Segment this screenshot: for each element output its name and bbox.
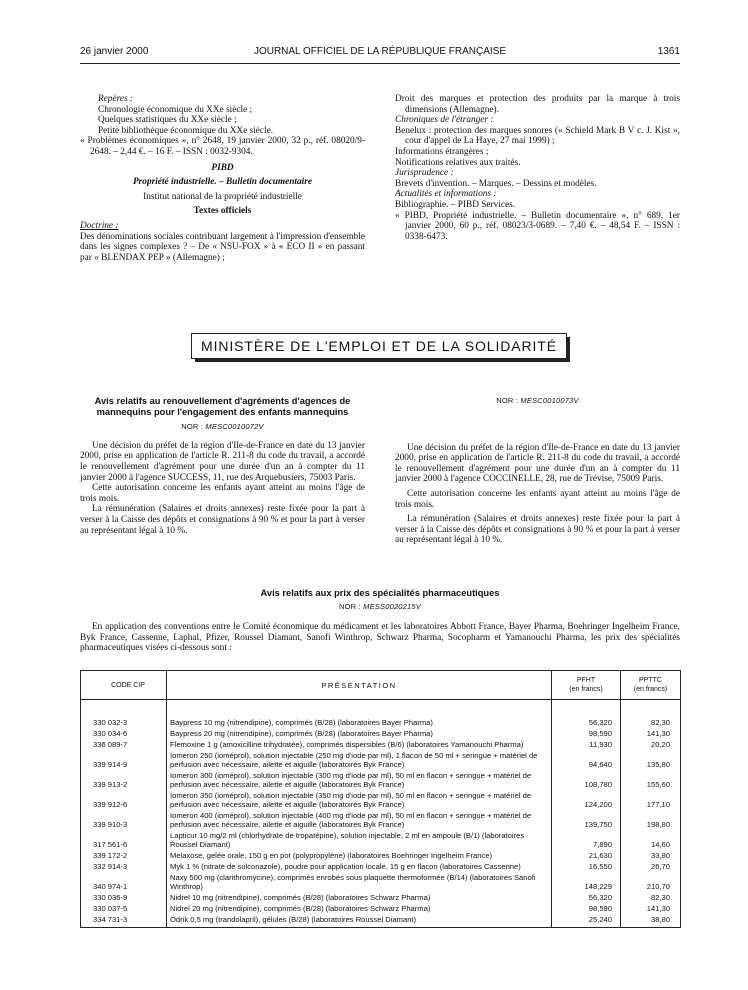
jurisprudence-text: Brevets d'invention. – Marques. – Dessins et modèles.	[395, 178, 597, 189]
pfht-cell: 148,229	[552, 872, 621, 892]
table-row	[81, 861, 681, 872]
avis-mannequins-title: Avis relatifs au renouvellement d'agréments d'agences de mannequins pour l'engagement des enfants mannequins	[94, 396, 351, 417]
institut-name: Institut national de la propriété industrielle	[143, 191, 302, 202]
cip-cell: 340 974-1	[93, 882, 128, 891]
presentation-cell: Baypress 10 mg (nitrendipine), comprimés (B/28) (laboratoires Bayer Pharma)	[167, 700, 552, 729]
header-pfht-unit: (en francs)	[569, 686, 603, 693]
cip-cell: 339 172-2	[93, 851, 128, 860]
ppttc-cell: 82,30	[650, 893, 670, 902]
table-row	[81, 892, 681, 903]
avis-prix-intro: En application des conventions entre le Comité économique du médicament et les laboratoires Abbott France, Bayer Pharma, Boehringer Ingelheim France, Byk France, Cassenne, Laphal, Pfizer, Roussel Diamant, Sanofi Winthrop, Schwarz Pharma, Socopharm et Yamanouchi Pharma, les prix des spécialités pharmaceutiques visées ci-dessous sont :	[80, 622, 680, 654]
reference-problemes-economiques: « Problèmes économiques », n° 2648, 19 janvier 2000, 32 p., réf. 08020/9-2648. – 2,44 €. – 16 F. – ISSN : 0032-9304.	[80, 136, 365, 157]
table-row	[81, 830, 681, 850]
actualites-label: Actualités et informations :	[395, 189, 497, 200]
cip-cell: 330 037-5	[93, 904, 128, 913]
table-row	[81, 914, 681, 928]
pfht-cell: 94,640	[552, 750, 621, 770]
table-header-row	[81, 671, 681, 700]
actualites-text: Bibliographie. – PIBD Services.	[395, 199, 516, 210]
right-top-column	[395, 94, 680, 242]
cip-cell: 339 914-9	[93, 760, 128, 769]
header-presentation: PRÉSENTATION	[167, 671, 552, 700]
presentation-cell: Lapticur 10 mg/2 ml (chlorhydrate de tropatépine), solution injectable, 2 ml en ampoule (B/1) (laboratoires Roussel Diamant)	[167, 830, 552, 850]
ppttc-cell: 155,60	[646, 780, 670, 789]
ppttc-cell: 141,30	[646, 729, 670, 738]
cip-cell: 336 089-7	[93, 740, 128, 749]
avis1-paragraph: Cette autorisation concerne les enfants ayant atteint au moins l'âge de trois mois.	[80, 483, 365, 504]
ppttc-cell: 33,80	[650, 851, 670, 860]
avis2-paragraph: Cette autorisation concerne les enfants ayant atteint au moins l'âge de trois mois.	[395, 488, 680, 510]
header-ppttc-label: PPTTC	[639, 677, 662, 684]
header-page-number: 1361	[657, 46, 680, 57]
header-cip: CODE CIP	[81, 671, 167, 700]
presentation-cell: Flemoxine 1 g (amoxicilline trihydratée), comprimés dispersibles (B/6) (laboratoires Yamanouchi Pharma)	[167, 739, 552, 750]
droit-des-marques: Droit des marques et protection des produits par la marque à trois dimensions (Allemagne).	[395, 94, 680, 115]
avis1-paragraph: La rémunération (Salaires et droits annexes) reste fixée pour la part à verser à la Caisse des dépôts et consignations à 90 % et pour la part à verser au représentant légal à 10 %.	[80, 504, 365, 536]
pfht-cell: 124,200	[552, 790, 621, 810]
cip-cell: 339 910-3	[93, 820, 128, 829]
table-row	[81, 728, 681, 739]
presentation-cell: Nidrel 10 mg (nitrendipine), comprimés (B/28) (laboratoires Schwarz Pharma)	[167, 892, 552, 903]
ppttc-cell: 141,30	[646, 904, 670, 913]
table-row	[81, 790, 681, 810]
presentation-cell: Iomeron 250 (ioméprol), solution injectable (250 mg d'iode par ml), 1 flacon de 50 ml + seringue + matériel de perfusion avec nécessaire, ailette et aiguille (laboratoires Byk France)	[167, 750, 552, 770]
table-row	[81, 850, 681, 861]
presentation-cell: Iomeron 300 (ioméprol), solution injectable (300 mg d'iode par ml), 50 ml en flacon + seringue + matériel de perfusion avec nécessaire, ailette et aiguille (laboratoires Byk France)	[167, 770, 552, 790]
reperes-item: Quelques statistiques du XXe siècle ;	[98, 115, 237, 126]
avis-mannequins-left	[80, 396, 365, 536]
avis2-paragraph: La rémunération (Salaires et droits annexes) reste fixée pour la part à verser à la Caisse des dépôts et consignations à 90 % et pour la part à verser au représentant légal à 10 %.	[395, 514, 680, 546]
table-row	[81, 700, 681, 729]
ministere-banner: MINISTÈRE DE L'EMPLOI ET DE LA SOLIDARITÉ	[191, 333, 567, 359]
header-ppttc	[621, 671, 681, 700]
nor-line	[80, 602, 680, 613]
pfht-cell: 139,750	[552, 810, 621, 830]
chroniques-label: Chroniques de l'étranger :	[395, 115, 494, 126]
doctrine-text: Des dénominations sociales contribuant largement à l'impression d'ensemble dans les signes complexes ? – De « NSU-FOX » à « ECO II » en passant par « BLENDAX PEP » (Allemagne) ;	[80, 231, 365, 263]
nor-line	[80, 422, 365, 433]
nor-label: NOR :	[181, 422, 204, 432]
reperes-item: Chronologie économique du XXe siècle ;	[98, 104, 253, 115]
table-row	[81, 872, 681, 892]
pibd-title: Propriété industrielle. – Bulletin documentaire	[133, 177, 312, 188]
ppttc-cell: 26,70	[650, 862, 670, 871]
avis2-paragraph: Une décision du préfet de la région d'Ile-de-France en date du 13 janvier 2000, prise en application de l'article R. 211-8 du code du travail, a accordé le renouvellement d'agrément pour une durée d'un an à compter du 11 janvier 2000 à l'agence COCCINELLE, 28, rue de Trévise, 75009 Paris.	[395, 442, 680, 485]
jurisprudence-label: Jurisprudence :	[395, 168, 454, 179]
presentation-cell: Melaxose, gelée orale, 150 g en pot (polypropylène) (laboratoires Boehringer Ingelheim France)	[167, 850, 552, 861]
ppttc-cell: 38,80	[650, 915, 670, 924]
cip-cell: 317 561-6	[93, 840, 128, 849]
presentation-cell: Baypress 20 mg (nitrendipine), comprimés (B/28) (laboratoires Bayer Pharma)	[167, 728, 552, 739]
ppttc-cell: 198,80	[646, 820, 670, 829]
nor-label: NOR :	[339, 601, 361, 611]
header-pfht	[552, 671, 621, 700]
ppttc-cell: 82,30	[650, 718, 670, 727]
left-top-column	[80, 94, 365, 263]
pfht-cell: 56,320	[552, 892, 621, 903]
ppttc-cell: 135,80	[646, 760, 670, 769]
presentation-cell: Iomeron 350 (ioméprol), solution injectable (350 mg d'iode par ml), 50 ml en flacon + seringue + matériel de perfusion avec nécessaire, ailette et aiguille (laboratoires Byk France)	[167, 790, 552, 810]
table-row	[81, 770, 681, 790]
reperes-label: Repères :	[98, 94, 134, 104]
reperes-item: Petite bibliothèque économique du XXe siècle.	[98, 125, 274, 136]
avis-prix-title: Avis relatifs aux prix des spécialités pharmaceutiques	[260, 588, 500, 598]
nor-label: NOR :	[496, 396, 519, 405]
cip-cell: 339 913-2	[93, 780, 128, 789]
pfht-cell: 21,630	[552, 850, 621, 861]
header-ppttc-unit: (en francs)	[633, 686, 668, 693]
ppttc-cell: 210,70	[646, 882, 670, 891]
pfht-cell: 56,320	[552, 700, 621, 729]
avis1-paragraph: Une décision du préfet de la région d'Ile-de-France en date du 13 janvier 2000, prise en application de l'article R. 211-8 du code du travail, a accordé le renouvellement d'agrément pour une durée d'un an à compter du 11 janvier 2000 à l'agence SUCCESS, 11, rue des Arquebusiers, 75003 Paris.	[80, 440, 365, 483]
pfht-cell: 7,890	[552, 830, 621, 850]
nor-line	[395, 396, 680, 407]
header-pfht-label: PFHT	[576, 677, 596, 684]
pfht-cell: 98,590	[552, 903, 621, 914]
informations-etrangeres: Informations étrangères ;	[395, 146, 489, 157]
pfht-cell: 11,930	[552, 739, 621, 750]
avis-prix-section	[80, 588, 680, 654]
table-row	[81, 750, 681, 770]
ppttc-cell: 20,20	[650, 740, 670, 749]
pfht-cell: 16,550	[552, 861, 621, 872]
presentation-cell: Nidrel 20 mg (nitrendipine), comprimés (B/28) (laboratoires Schwarz Pharma)	[167, 903, 552, 914]
table-body	[81, 700, 681, 928]
cip-cell: 332 914-3	[93, 862, 128, 871]
cip-cell: 330 034-6	[93, 729, 128, 738]
avis-mannequins-right	[395, 396, 680, 546]
presentation-cell: Naxy 500 mg (clarithromycine), comprimés enrobés sous plaquette thermoformée (B/14) (laboratoires Sanofi Winthrop)	[167, 872, 552, 892]
pfht-cell: 98,590	[552, 728, 621, 739]
nor-code: MESS0020215V	[363, 601, 421, 611]
presentation-cell: Odrik 0,5 mg (trandolapril), gélules (B/28) (laboratoires Roussel Diamant)	[167, 914, 552, 928]
nor-code: MESC0010072V	[205, 422, 264, 432]
reference-pibd: « PIBD, Propriété industrielle. – Bulletin documentaire », n° 689, 1er janvier 2000, 60 p., réf. 08023/3-0689. – 7,40 €. – 48,54 F. – ISSN : 0338-6473.	[395, 210, 680, 242]
notifications-traites: Notifications relatives aux traités.	[395, 157, 521, 168]
table-row	[81, 903, 681, 914]
nor-code: MESC0010073V	[520, 396, 579, 405]
cip-cell: 330 032-3	[93, 718, 128, 727]
header-journal: JOURNAL OFFICIEL DE LA RÉPUBLIQUE FRANÇAISE	[253, 46, 507, 57]
doctrine-label: Doctrine :	[80, 220, 119, 231]
benelux-text: Benelux : protection des marques sonores (« Schield Mark B V c. J. Kist », cour d'appel de La Haye, 27 mai 1999) ;	[395, 125, 680, 147]
header-rule	[80, 63, 680, 64]
cip-cell: 330 036-9	[93, 893, 128, 902]
textes-officiels-heading: Textes officiels	[193, 206, 252, 217]
table-row	[81, 810, 681, 830]
header-date: 26 janvier 2000	[80, 46, 149, 57]
pfht-cell: 25,240	[552, 914, 621, 928]
pfht-cell: 108,780	[552, 770, 621, 790]
ppttc-cell: 14,60	[650, 840, 670, 849]
presentation-cell: Iomeron 400 (ioméprol), solution injectable (400 mg d'iode par ml), 50 ml en flacon + seringue + matériel de perfusion avec nécessaire, ailette et aiguille (laboratoires Byk France)	[167, 810, 552, 830]
cip-cell: 339 912-6	[93, 800, 128, 809]
ppttc-cell: 177,10	[646, 800, 670, 809]
cip-cell: 334 731-3	[93, 915, 128, 924]
presentation-cell: Myk 1 % (nitrate de sulconazole), poudre pour application locale, 15 g en flacon (laboratoires Cassenne)	[167, 861, 552, 872]
table-row	[81, 739, 681, 750]
price-table	[80, 670, 681, 928]
pibd-heading: PIBD	[211, 162, 234, 173]
